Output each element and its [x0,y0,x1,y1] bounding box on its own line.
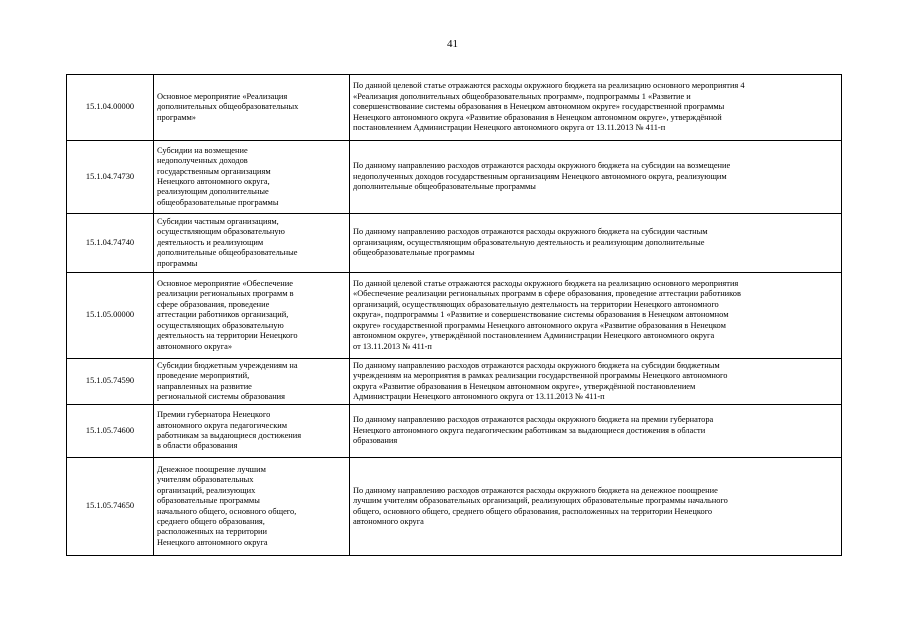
target-article-code: 15.1.04.74740 [67,214,154,273]
target-article-description: По данному направлению расходов отражаются расходы окружного бюджета на премии губернатора Ненецкого автономного округа педагогическим работникам за выдающиеся достижения в области образования [350,405,842,458]
target-article-name: Субсидии бюджетным учреждениям на проведение мероприятий, направленных на развитие региональной системы образования [154,359,350,405]
target-article-description: По данному направлению расходов отражаются расходы окружного бюджета на субсидии бюджетным учреждениям на мероприятия в рамках реализации государственной программы Ненецкого автономного округа «Развитие образования в Ненецком автономном округе», утверждённой постановлением Администрации Ненецкого автономного округа от 13.11.2013 № 411-п [350,359,842,405]
target-article-name: Денежное поощрение лучшим учителям образовательных организаций, реализующих образовательные программы начального общего, основного общего, среднего общего образования, расположенных на территории Ненецкого автономного округа [154,458,350,556]
target-article-description: По данной целевой статье отражаются расходы окружного бюджета на реализацию основного мероприятия 4 «Реализация дополнительных общеобразовательных программ», подпрограммы 1 «Развитие и совершенствование системы образования в Ненецком автономном округе» государственной программы Ненецкого автономного округа «Развитие образования в Ненецком автономном округе», утверждённой постановлением Администрации Ненецкого автономного округа от 13.11.2013 № 411-п [350,75,842,141]
target-article-code: 15.1.05.74650 [67,458,154,556]
table-row [67,214,842,273]
target-article-description: По данному направлению расходов отражаются расходы окружного бюджета на субсидии на возмещение недополученных доходов государственным организациям Ненецкого автономного округа, реализующим дополнительные общеобразовательные программы [350,141,842,214]
target-article-description: По данной целевой статье отражаются расходы окружного бюджета на реализацию основного мероприятия «Обеспечение реализации региональных программ в сфере образования, проведение аттестации работников организаций, осуществляющих образовательную деятельность на территории Ненецкого автономного округа», подпрограммы 1 «Развитие и совершенствование системы образования в Ненецком автономном округе» государственной программы Ненецкого автономного округа «Развитие образования в Ненецком автономном округе», утверждённой постановлением Администрации Ненецкого автономного округа от 13.11.2013 № 411-п [350,273,842,359]
target-article-code: 15.1.05.00000 [67,273,154,359]
target-article-code: 15.1.04.00000 [67,75,154,141]
target-article-name: Основное мероприятие «Обеспечение реализации региональных программ в сфере образования, проведение аттестации работников организаций, осуществляющих образовательную деятельность на территории Ненецкого автономного округа» [154,273,350,359]
table-row [67,273,842,359]
target-article-name: Субсидии частным организациям, осуществляющим образовательную деятельность и реализующим дополнительные общеобразовательные программы [154,214,350,273]
target-article-code: 15.1.05.74600 [67,405,154,458]
table-row [67,458,842,556]
target-article-name: Основное мероприятие «Реализация дополнительных общеобразовательных программ» [154,75,350,141]
target-article-description: По данному направлению расходов отражаются расходы окружного бюджета на денежное поощрение лучшим учителям образовательных организаций, реализующих образовательные программы начального общего, основного общего, среднего общего образования, расположенных на территории Ненецкого автономного округа [350,458,842,556]
target-article-name: Субсидии на возмещение недополученных доходов государственным организациям Ненецкого автономного округа, реализующим дополнительные общеобразовательные программы [154,141,350,214]
target-article-description: По данному направлению расходов отражаются расходы окружного бюджета на субсидии частным организациям, осуществляющим образовательную деятельность и реализующим дополнительные общеобразовательные программы [350,214,842,273]
table-row [67,141,842,214]
table-row [67,405,842,458]
budget-classification-table [66,74,842,556]
target-article-code: 15.1.05.74590 [67,359,154,405]
table-row [67,75,842,141]
page-number: 41 [447,38,458,50]
target-article-code: 15.1.04.74730 [67,141,154,214]
table-row [67,359,842,405]
target-article-name: Премии губернатора Ненецкого автономного округа педагогическим работникам за выдающиеся достижения в области образования [154,405,350,458]
